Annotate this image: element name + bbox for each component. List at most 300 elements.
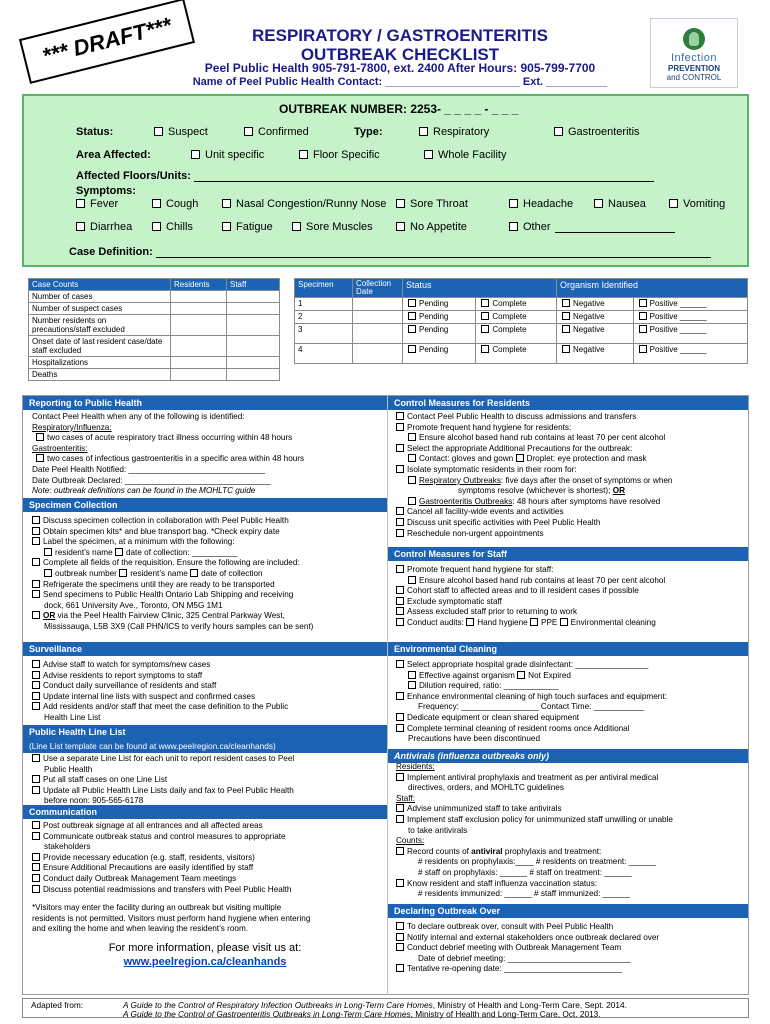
checkbox-icon[interactable] <box>509 199 518 208</box>
area-label: Area Affected: <box>76 149 151 161</box>
positive-option[interactable] <box>633 344 747 364</box>
checkbox-icon[interactable] <box>396 692 404 700</box>
checkbox-icon[interactable] <box>408 576 416 584</box>
symptom-label: Diarrhea <box>90 221 133 233</box>
specimen-table <box>294 278 748 364</box>
staff-cell[interactable] <box>227 315 280 336</box>
complete-option-label: Complete <box>492 325 527 334</box>
checkbox-icon[interactable] <box>639 345 647 353</box>
checkbox-icon[interactable] <box>222 222 231 231</box>
symptom-option[interactable] <box>509 221 675 233</box>
specimen-subitem: resident’s name <box>55 547 113 557</box>
symptom-option[interactable] <box>509 198 573 210</box>
env-item: Select appropriate hospital grade disinfectant: ________________ <box>407 660 649 669</box>
symptom-option[interactable] <box>669 198 725 210</box>
specimen-number: 4 <box>295 344 353 364</box>
env-cleaning-section <box>396 660 667 745</box>
affected-floors-field[interactable] <box>194 172 654 182</box>
checkbox-icon[interactable] <box>396 423 404 431</box>
checkbox-icon[interactable] <box>32 527 40 535</box>
negative-option-label: Negative <box>572 325 605 334</box>
checkbox-icon[interactable] <box>396 922 404 930</box>
audit-env-cleaning: Environmental cleaning <box>570 617 656 627</box>
respiratory-label: Respiratory/Influenza: <box>32 422 112 432</box>
symptom-label: Sore Throat <box>410 198 468 210</box>
type-respiratory-option[interactable] <box>419 126 489 138</box>
symptom-option[interactable] <box>222 198 386 210</box>
checkbox-icon[interactable] <box>222 199 231 208</box>
checkbox-icon[interactable] <box>32 702 40 710</box>
env-item: Enhance environmental cleaning of high touch surfaces and equipment: <box>407 691 667 701</box>
checkbox-icon[interactable] <box>481 312 489 320</box>
env-item: Dedicate equipment or clean shared equipment <box>407 712 580 722</box>
more-info-text: For more information, please visit us at: <box>108 942 302 954</box>
staff-cell[interactable] <box>227 291 280 303</box>
checkbox-icon[interactable] <box>396 597 404 605</box>
checkbox-icon[interactable] <box>594 199 603 208</box>
checkbox-icon[interactable] <box>562 299 570 307</box>
antivirals-header: Antivirals (influenza outbreaks only) <box>388 749 748 763</box>
symptom-label: Headache <box>523 198 574 210</box>
control-staff-item: Cohort staff to affected areas and to ill resident cases if possible <box>407 586 639 596</box>
collection-date-cell[interactable] <box>353 311 403 324</box>
table-row <box>295 298 748 311</box>
symptom-label: Sore Muscles <box>306 221 373 233</box>
checkbox-icon[interactable] <box>190 569 198 577</box>
checkbox-icon[interactable] <box>517 671 525 679</box>
checkbox-icon[interactable] <box>408 433 416 441</box>
checkbox-icon[interactable] <box>76 199 85 208</box>
residents-cell[interactable] <box>171 303 227 315</box>
line-list-note: (Line List template can be found at www.peelregion.ca/cleanhands) <box>23 739 387 753</box>
residents-cell[interactable] <box>171 315 227 336</box>
residents-cell[interactable] <box>171 357 227 369</box>
table-row <box>295 344 748 364</box>
checkbox-icon[interactable] <box>554 127 563 136</box>
antivirals-section <box>396 762 673 900</box>
status-suspect-option[interactable] <box>154 126 208 138</box>
prophylaxis-residents-field[interactable]: # residents on prophylaxis:____ # residents on treatment: ______ <box>418 857 657 867</box>
logo-text-infection: Infection <box>670 52 718 64</box>
line-list-item: Put all staff cases on one Line List <box>43 775 168 785</box>
checkbox-icon[interactable] <box>408 497 416 505</box>
date-notified-field[interactable]: Date Peel Health Notified: ______________________________ <box>32 464 266 474</box>
checkbox-icon[interactable] <box>408 454 416 462</box>
pending-option[interactable] <box>403 311 476 324</box>
staff-header: Staff <box>227 279 280 291</box>
checkbox-icon[interactable] <box>639 299 647 307</box>
audit-ppe: PPE <box>541 617 558 627</box>
control-staff-header: Control Measures for Staff <box>388 547 748 561</box>
checkbox-icon[interactable] <box>396 222 405 231</box>
line-list-item-cont: before noon: 905-565-6178 <box>44 796 144 806</box>
negative-option-label: Negative <box>572 299 605 308</box>
checkbox-icon[interactable] <box>396 879 404 887</box>
declaring-over-header: Declaring Outbreak Over <box>388 904 748 918</box>
checkbox-icon[interactable] <box>32 863 40 871</box>
specimen-subitem: date of collection: __________ <box>125 547 238 557</box>
checkbox-icon[interactable] <box>669 199 678 208</box>
residents-cell[interactable] <box>171 369 227 381</box>
checkbox-icon[interactable] <box>44 548 52 556</box>
case-definition-field[interactable] <box>156 248 711 258</box>
checkbox-icon[interactable] <box>32 754 40 762</box>
control-staff-item: Assess excluded staff prior to returning to work <box>407 607 578 617</box>
communication-header: Communication <box>23 805 387 819</box>
checkbox-icon[interactable] <box>32 681 40 689</box>
checkbox-icon[interactable] <box>562 325 570 333</box>
checkbox-icon[interactable] <box>32 580 40 588</box>
checkbox-icon[interactable] <box>396 815 404 823</box>
checkbox-icon[interactable] <box>119 569 127 577</box>
table-row <box>29 357 280 369</box>
area-unit-option[interactable] <box>191 149 264 161</box>
control-item: Isolate symptomatic residents in their room for: <box>407 464 577 474</box>
checkbox-icon[interactable] <box>396 773 404 781</box>
negative-option[interactable] <box>556 298 633 311</box>
checkbox-icon[interactable] <box>32 516 40 524</box>
reporting-section <box>32 412 304 497</box>
checkbox-icon[interactable] <box>396 847 404 855</box>
staff-cell[interactable] <box>227 303 280 315</box>
specimen-item: Discuss specimen collection in collaboration with Peel Public Health <box>43 516 289 525</box>
gastro-label: Gastroenteritis: <box>32 443 88 453</box>
footer-ref-1: A Guide to the Control of Respiratory Infection Outbreaks in Long-Term Care Homes, Ministry of Health and Long-Term Care, Sept. 2014. <box>123 1000 627 1010</box>
surveillance-item: Add residents and/or staff that meet the case definition to the Public <box>43 702 289 712</box>
control-residents-section <box>396 412 672 539</box>
symptom-option[interactable] <box>594 198 646 210</box>
control-subitem-cont: symptoms resolve (whichever is shortest); <box>458 486 611 496</box>
prophylaxis-staff-field[interactable]: # staff on prophylaxis: ______ # staff on treatment: ______ <box>418 867 632 877</box>
symptom-option[interactable] <box>396 198 468 210</box>
residents-cell[interactable] <box>171 336 227 357</box>
footer-label: Adapted from: <box>31 1000 84 1010</box>
control-subitem: Ensure alcohol based hand rub contains at least 70 per cent alcohol <box>419 433 666 443</box>
checkbox-icon[interactable] <box>408 312 416 320</box>
checkbox-icon[interactable] <box>481 325 489 333</box>
type-label: Type: <box>354 126 383 138</box>
control-staff-item: Conduct audits: <box>407 617 464 627</box>
checkbox-icon[interactable] <box>530 618 538 626</box>
control-item: Promote frequent hand hygiene for residents: <box>407 422 572 432</box>
checkbox-icon[interactable] <box>408 671 416 679</box>
pending-option[interactable] <box>403 298 476 311</box>
checkbox-icon[interactable] <box>292 222 301 231</box>
checkbox-icon[interactable] <box>408 345 416 353</box>
symptom-label: No Appetite <box>410 221 467 233</box>
checkbox-icon[interactable] <box>424 150 433 159</box>
definitions-note: Note: outbreak definitions can be found in the MOHLTC guide <box>32 486 256 496</box>
checkbox-icon[interactable] <box>32 590 40 598</box>
checkbox-icon[interactable] <box>299 150 308 159</box>
checkbox-icon[interactable] <box>32 821 40 829</box>
symptom-label: Nasal Congestion/Runny Nose <box>236 198 387 210</box>
control-subitem: : five days after the onset of symptoms or when <box>500 475 673 485</box>
case-row-label: Number residents on precautions/staff excluded <box>29 315 171 336</box>
checkbox-icon[interactable] <box>639 325 647 333</box>
specimen-subitem: outbreak number <box>55 568 117 578</box>
negative-option[interactable] <box>556 311 633 324</box>
status-confirmed-label: Confirmed <box>258 126 309 138</box>
specimen-item-cont: Mississauga, L5B 3X9 (Call PHN/ICS to verify hours samples can be sent) <box>44 621 314 631</box>
case-counts-table <box>28 278 280 381</box>
pending-option-label: Pending <box>419 312 449 321</box>
line-list-item: Update all Public Health Line Lists daily and fax to Peel Public Health <box>43 785 294 795</box>
line-list-item-cont: Public Health <box>44 764 93 774</box>
checkbox-icon[interactable] <box>516 454 524 462</box>
env-item: Complete terminal cleaning of resident rooms once Additional <box>407 723 630 733</box>
table-row <box>29 303 280 315</box>
control-residents-header: Control Measures for Residents <box>388 396 748 410</box>
declaring-over-section <box>396 922 659 975</box>
communication-item: Post outbreak signage at all entrances and all affected areas <box>43 821 263 830</box>
symptom-option[interactable] <box>152 221 193 233</box>
env-frequency-field[interactable]: Frequency: _________________ Contact Time: ___________ <box>418 702 644 712</box>
specimen-item: Obtain specimen kits* and blue transport bag. *Check expiry date <box>43 526 280 536</box>
complete-option-label: Complete <box>492 312 527 321</box>
visitors-note: *Visitors may enter the facility during an outbreak but visiting multiple <box>32 903 282 913</box>
checkbox-icon[interactable] <box>32 786 40 794</box>
immunized-field[interactable]: # residents immunized: ______ # staff immunized: ______ <box>418 889 630 899</box>
specimen-number: 1 <box>295 298 353 311</box>
residents-cell[interactable] <box>171 291 227 303</box>
audit-hand-hygiene: Hand hygiene <box>477 617 528 627</box>
symptom-option[interactable] <box>152 198 198 210</box>
checkbox-icon[interactable] <box>396 724 404 732</box>
collection-date-cell[interactable] <box>353 324 403 344</box>
checkbox-icon[interactable] <box>32 611 40 619</box>
residents-label: Residents: <box>396 762 435 771</box>
specimen-item: Send specimens to Public Health Ontario Lab Shipping and receiving <box>43 590 294 600</box>
antiviral-item: prophylaxis and treatment: <box>502 846 602 856</box>
symptom-option[interactable] <box>76 221 132 233</box>
positive-option[interactable] <box>633 311 747 324</box>
checkbox-icon[interactable] <box>396 586 404 594</box>
checkbox-icon[interactable] <box>396 444 404 452</box>
table-row <box>29 336 280 357</box>
checkbox-icon[interactable] <box>154 127 163 136</box>
area-unit-label: Unit specific <box>205 149 265 161</box>
area-floor-label: Floor Specific <box>313 149 380 161</box>
symptom-option[interactable] <box>222 221 273 233</box>
checkbox-icon[interactable] <box>32 853 40 861</box>
specimen-header: Specimen <box>295 279 353 298</box>
checkbox-icon[interactable] <box>408 325 416 333</box>
checkbox-icon[interactable] <box>562 312 570 320</box>
checkbox-icon[interactable] <box>44 569 52 577</box>
checkbox-icon[interactable] <box>32 671 40 679</box>
env-item-cont: Precautions have been discontinued <box>408 734 541 744</box>
checkbox-icon[interactable] <box>408 299 416 307</box>
antiviral-item: Implement antiviral prophylaxis and treatment as per antiviral medical <box>407 772 659 782</box>
pending-option-label: Pending <box>419 345 449 354</box>
logo-text-prevention: PREVENTION <box>667 64 720 73</box>
positive-option-label: Positive ______ <box>649 325 707 334</box>
checkbox-icon[interactable] <box>408 476 416 484</box>
positive-option[interactable] <box>633 324 747 344</box>
checkbox-icon[interactable] <box>32 537 40 545</box>
counts-label: Counts: <box>396 836 425 846</box>
type-gastro-option[interactable] <box>554 126 640 138</box>
checkbox-icon[interactable] <box>396 507 404 515</box>
checkbox-icon[interactable] <box>396 660 404 668</box>
control-subitem: Droplet: eye protection and mask <box>526 454 647 464</box>
checkbox-icon[interactable] <box>396 618 404 626</box>
positive-option[interactable] <box>633 298 747 311</box>
control-staff-section <box>396 565 665 629</box>
checkbox-icon[interactable] <box>36 433 44 441</box>
checkbox-icon[interactable] <box>32 832 40 840</box>
complete-option-label: Complete <box>492 299 527 308</box>
checkbox-icon[interactable] <box>396 607 404 615</box>
date-declared-field[interactable]: Date Outbreak Declared: ________________________________ <box>32 475 271 485</box>
visitors-note: residents is not permitted. Visitors must perform hand hygiene when entering <box>32 913 311 923</box>
or-label: OR <box>43 611 56 621</box>
checkbox-icon[interactable] <box>396 465 404 473</box>
symptom-label: Fever <box>90 198 119 210</box>
specimen-item-cont: dock, 661 University Ave., Toronto, ON M5G 1M1 <box>44 600 223 610</box>
staff-label: Staff: <box>396 793 415 803</box>
communication-item: Communicate outbreak status and control measures to appropriate <box>43 831 286 841</box>
checkbox-icon[interactable] <box>32 692 40 700</box>
checkbox-icon[interactable] <box>36 454 44 462</box>
specimen-number: 2 <box>295 311 353 324</box>
more-info-link[interactable]: www.peelregion.ca/cleanhands <box>123 956 287 968</box>
symptom-label: Fatigue <box>236 221 273 233</box>
communication-item-cont: stakeholders <box>44 842 91 852</box>
collection-date-cell[interactable] <box>353 344 403 364</box>
outbreak-info-box <box>22 94 749 267</box>
other-symptom-field[interactable] <box>555 223 675 233</box>
or-label: OR <box>612 486 625 496</box>
pending-option[interactable] <box>403 324 476 344</box>
pending-option[interactable] <box>403 344 476 364</box>
specimen-item: Refrigerate the specimens until they are ready to be transported <box>43 579 275 589</box>
checkbox-icon[interactable] <box>481 345 489 353</box>
checkbox-icon[interactable] <box>396 529 404 537</box>
checkbox-icon[interactable] <box>396 518 404 526</box>
checkbox-icon[interactable] <box>396 933 404 941</box>
declaring-item: Notify internal and external stakeholders once outbreak declared over <box>407 932 660 942</box>
checkbox-icon[interactable] <box>32 660 40 668</box>
checkbox-icon[interactable] <box>115 548 123 556</box>
specimen-item: via the Peel Health Fairview Clinic, 325 Central Parkway West, <box>55 611 285 621</box>
symptom-label: Cough <box>166 198 199 210</box>
checkbox-icon[interactable] <box>396 943 404 951</box>
pending-option-label: Pending <box>419 299 449 308</box>
area-floor-option[interactable] <box>299 149 380 161</box>
symptoms-label: Symptoms: <box>76 185 136 197</box>
area-whole-option[interactable] <box>424 149 506 161</box>
staff-cell[interactable] <box>227 357 280 369</box>
checkbox-icon[interactable] <box>509 222 518 231</box>
case-row-label: Hospitalizations <box>29 357 171 369</box>
checkbox-icon[interactable] <box>396 199 405 208</box>
staff-cell[interactable] <box>227 369 280 381</box>
phone-numbers: Peel Public Health 905-791-7800, ext. 2400 After Hours: 905-799-7700 <box>204 61 596 75</box>
gastro-outbreaks-label: Gastroenteritis Outbreaks <box>419 496 513 506</box>
checkbox-icon[interactable] <box>32 874 40 882</box>
negative-option[interactable] <box>556 344 633 364</box>
respiratory-criteria: two cases of acute respiratory tract illness occurring within 48 hours <box>47 433 293 443</box>
staff-cell[interactable] <box>227 336 280 357</box>
checkbox-icon[interactable] <box>396 804 404 812</box>
checkbox-icon[interactable] <box>560 618 568 626</box>
negative-option[interactable] <box>556 324 633 344</box>
organism-header: Organism Identified <box>556 279 747 298</box>
checkbox-icon[interactable] <box>32 885 40 893</box>
complete-option[interactable] <box>476 311 557 324</box>
checkbox-icon[interactable] <box>191 150 200 159</box>
communication-section <box>32 821 310 935</box>
surveillance-item: Conduct daily surveillance of residents and staff <box>43 681 217 691</box>
checkbox-icon[interactable] <box>152 222 161 231</box>
checkbox-icon[interactable] <box>396 412 404 420</box>
checkbox-icon[interactable] <box>76 222 85 231</box>
checkbox-icon[interactable] <box>639 312 647 320</box>
status-header: Status <box>403 279 557 298</box>
footer-ref-2: A Guide to the Control of Gastroenteritis Outbreaks in Long-Term Care Homes, Ministry of Health and Long-Term Care, Oct. 2013. <box>123 1009 601 1019</box>
symptom-option[interactable] <box>396 221 467 233</box>
specimen-number: 3 <box>295 324 353 344</box>
negative-option-label: Negative <box>572 345 605 354</box>
case-row-label: Onset date of last resident case/date staff excluded <box>29 336 171 357</box>
draft-stamp: *** DRAFT*** <box>19 0 195 84</box>
checkbox-icon[interactable] <box>396 713 404 721</box>
surveillance-item: Advise staff to watch for symptoms/new cases <box>43 660 211 669</box>
declaring-item: To declare outbreak over, consult with Peel Public Health <box>407 922 614 931</box>
env-cleaning-header: Environmental Cleaning <box>388 642 748 656</box>
type-gastro-label: Gastroenteritis <box>568 126 640 138</box>
checkbox-icon[interactable] <box>32 558 40 566</box>
ipac-logo <box>650 18 738 88</box>
specimen-item: Label the specimen, at a minimum with the following: <box>43 537 235 547</box>
symptom-option[interactable] <box>292 221 373 233</box>
communication-item: Discuss potential readmissions and transfers with Peel Public Health <box>43 884 292 894</box>
declaring-item: Conduct debrief meeting with Outbreak Management Team <box>407 943 622 953</box>
outbreak-number: OUTBREAK NUMBER: 2253- _ _ _ _ - _ _ _ <box>279 102 519 116</box>
checkbox-icon[interactable] <box>244 127 253 136</box>
checkbox-icon[interactable] <box>396 964 404 972</box>
checkbox-icon[interactable] <box>32 775 40 783</box>
table-row <box>295 324 748 344</box>
case-row-label: Number of suspect cases <box>29 303 171 315</box>
checkbox-icon[interactable] <box>396 565 404 573</box>
control-item: Contact Peel Public Health to discuss admissions and transfers <box>407 412 637 421</box>
specimen-collection-section <box>32 516 313 633</box>
status-confirmed-option[interactable] <box>244 126 309 138</box>
checkbox-icon[interactable] <box>408 681 416 689</box>
complete-option[interactable] <box>476 344 557 364</box>
checkbox-icon[interactable] <box>419 127 428 136</box>
debrief-date-field[interactable]: Date of debrief meeting: ___________________________ <box>418 953 631 963</box>
collection-date-cell[interactable] <box>353 298 403 311</box>
complete-option[interactable] <box>476 324 557 344</box>
complete-option[interactable] <box>476 298 557 311</box>
page-title-line1: RESPIRATORY / GASTROENTERITIS <box>252 26 548 45</box>
symptom-option[interactable] <box>76 198 118 210</box>
checkbox-icon[interactable] <box>152 199 161 208</box>
checkbox-icon[interactable] <box>481 299 489 307</box>
checkbox-icon[interactable] <box>466 618 474 626</box>
complete-option-label: Complete <box>492 345 527 354</box>
checkbox-icon[interactable] <box>562 345 570 353</box>
antiviral-item-cont: to take antivirals <box>408 825 468 835</box>
antiviral-item: Advise unimmunized staff to take antivirals <box>407 804 562 814</box>
specimen-collection-header: Specimen Collection <box>23 498 387 512</box>
type-respiratory-label: Respiratory <box>433 126 490 138</box>
negative-option-label: Negative <box>572 312 605 321</box>
